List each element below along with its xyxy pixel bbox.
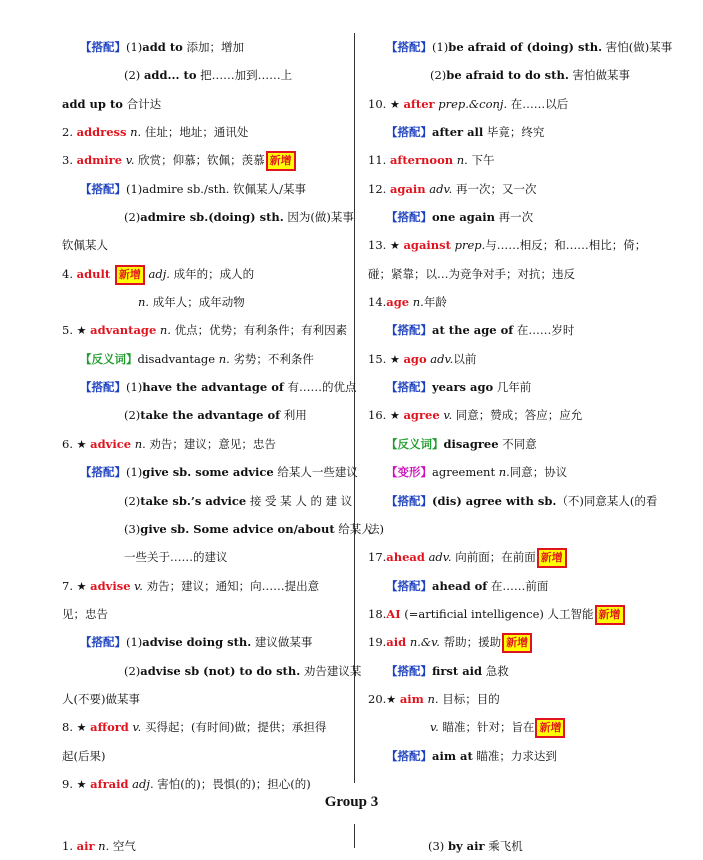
entry-text: take sb.’s advice xyxy=(140,493,247,508)
entry-text: 买得起；(有时间)做；提供；承担得 xyxy=(141,720,327,735)
entry-text: prep. xyxy=(450,238,486,253)
headword: after xyxy=(403,96,435,111)
entry-text: 给某人一些建议 xyxy=(273,465,358,480)
entry-phrase: by air xyxy=(447,839,485,853)
entry-text: add to xyxy=(142,40,183,54)
entry-text: (3) xyxy=(124,521,141,536)
entry-number: 1. xyxy=(62,839,77,853)
headword: admire xyxy=(76,153,123,168)
star-icon: ★ xyxy=(76,324,87,338)
entry-line xyxy=(368,33,673,61)
headword: aid xyxy=(386,635,407,650)
entry-text: be afraid of (doing) sth. xyxy=(448,40,603,54)
entry-text: 在……前面 xyxy=(487,578,549,593)
star-icon: ★ xyxy=(76,721,87,735)
new-badge: 新增 xyxy=(266,151,296,171)
entry-tag: 【搭配】 xyxy=(386,40,432,54)
entry-text: 同意；协议 xyxy=(509,465,568,480)
entry-text: adv. xyxy=(425,181,453,196)
entry-tag: 【搭配】 xyxy=(386,380,432,395)
headword: again xyxy=(389,181,426,196)
entry-text: agreement xyxy=(432,465,499,480)
headword: age xyxy=(386,295,410,310)
entry-text: disagree xyxy=(443,436,499,451)
entry-text: (dis) agree with sb. xyxy=(432,493,557,508)
entry-text: adj. xyxy=(144,266,170,281)
entry-text: (2) xyxy=(124,68,144,83)
entry-tag: 【搭配】 xyxy=(386,493,432,508)
entry-line xyxy=(62,600,344,628)
new-badge: 新增 xyxy=(502,633,532,653)
entry-text: 给某人 xyxy=(334,521,373,536)
entry-text: add up to xyxy=(62,96,123,111)
entry-text: 急救 xyxy=(482,663,509,678)
entry-line xyxy=(62,288,344,316)
headword: afraid xyxy=(90,776,129,791)
new-badge: 新增 xyxy=(595,605,625,625)
entry-text: 帮助；援助 xyxy=(439,635,502,650)
entry-pos: n. xyxy=(94,839,110,853)
entry-text: 利用 xyxy=(280,408,307,423)
entry-tag: 【变形】 xyxy=(386,465,432,480)
entry-meaning: 空气 xyxy=(109,839,136,853)
entry-line xyxy=(62,657,362,685)
bottom-left-entry xyxy=(62,832,136,860)
headword: advantage xyxy=(90,323,157,338)
entry-text: be afraid to do sth. xyxy=(446,68,569,83)
entry-text: 害怕(做)某事 xyxy=(602,40,673,54)
entry-text: 再一次 xyxy=(495,210,534,225)
entry-text: 碰；紧靠；以…为竞争对手；对抗；违反 xyxy=(368,266,575,281)
entry-text: n. xyxy=(138,295,150,310)
entry-text: give sb. some advice xyxy=(142,465,274,480)
entry-text: (2) xyxy=(124,210,141,225)
entry-text: v. xyxy=(130,578,143,593)
headword: afford xyxy=(90,720,129,735)
new-badge: 新增 xyxy=(535,718,565,738)
entry-line xyxy=(368,713,650,741)
group-title: Group 3 xyxy=(324,794,379,810)
entry-text: 8. xyxy=(62,720,77,735)
entry-line xyxy=(368,742,650,770)
entry-text: 以前 xyxy=(453,351,477,366)
entry-text: 见；忠告 xyxy=(62,606,108,621)
entry-line xyxy=(62,458,358,486)
entry-text: n. xyxy=(423,691,439,706)
entry-text: 17. xyxy=(368,550,387,565)
entry-text: 16. xyxy=(368,408,390,423)
entry-line xyxy=(368,231,650,259)
entry-line xyxy=(62,487,353,515)
entry-text: （不)同意某人(的看 xyxy=(556,493,658,508)
entry-text: 劝告；建议；通知；向……提出意 xyxy=(142,578,320,593)
entry-text: 人(不要)做某事 xyxy=(62,691,140,706)
entry-text: one again xyxy=(432,210,496,225)
entry-text: 5. xyxy=(62,323,77,338)
entry-text: 瞄准；针对；旨在 xyxy=(438,720,535,735)
entry-line xyxy=(368,543,650,571)
headword: advice xyxy=(90,436,132,451)
entry-text: 劝告；建议；意见；忠告 xyxy=(145,436,276,451)
entry-text: years ago xyxy=(432,380,494,395)
entry-text: prep.&conj. xyxy=(434,96,508,111)
entry-line xyxy=(62,628,344,656)
headword: address xyxy=(76,125,127,140)
entry-text: 向前面；在前面 xyxy=(451,550,536,565)
entry-text: 起(后果) xyxy=(62,748,106,763)
right-column xyxy=(368,33,673,770)
entry-text: 在……以后 xyxy=(507,96,569,111)
entry-tag: 【搭配】 xyxy=(386,748,432,763)
entry-text: n. xyxy=(218,351,230,366)
entry-line xyxy=(62,90,344,118)
entry-text: 害怕(的)；畏惧(的)；担心(的) xyxy=(153,776,311,791)
entry-line xyxy=(368,260,650,288)
star-icon: ★ xyxy=(76,777,87,791)
entry-text: 同意；赞成；答应；应允 xyxy=(452,408,583,423)
entry-text: 法) xyxy=(368,521,384,536)
entry-text: 13. xyxy=(368,238,390,253)
entry-text: n. xyxy=(131,436,146,451)
entry-text: (1) xyxy=(432,40,449,54)
entry-text: advise sb (not) to do sth. xyxy=(140,663,301,678)
headword: aim xyxy=(399,691,424,706)
entry-tag: 【搭配】 xyxy=(80,181,126,196)
entry-text: 住址；地址；通讯处 xyxy=(141,125,249,140)
entry-text: 20. xyxy=(368,691,387,706)
entry-text: (1) xyxy=(126,465,143,480)
entry-line xyxy=(62,430,344,458)
entry-text: 因为(做)某事 xyxy=(283,210,354,225)
entry-text: (=artificial intelligence) 人工智能 xyxy=(400,606,594,621)
entry-word: air xyxy=(76,839,95,853)
entry-text: adj. xyxy=(128,776,154,791)
entry-text: 优点；优势；有利条件；有利因素 xyxy=(171,323,348,338)
entry-line xyxy=(62,203,354,231)
entry-text: 不同意 xyxy=(498,436,537,451)
entry-text: give sb. Some advice on/about xyxy=(140,521,335,536)
entry-text: ahead of xyxy=(432,578,488,593)
entry-tag: 【搭配】 xyxy=(386,578,432,593)
star-icon: ★ xyxy=(389,97,400,111)
entry-line xyxy=(62,61,344,89)
entry-text: 钦佩某人 xyxy=(62,238,108,253)
entry-text: n. xyxy=(409,295,424,310)
entry-text: adv. xyxy=(426,351,454,366)
entry-text: v. xyxy=(430,720,439,735)
entry-text: 把……加到……上 xyxy=(196,68,293,83)
entry-line xyxy=(62,231,344,259)
entry-text: 在……岁时 xyxy=(513,323,575,338)
entry-line xyxy=(368,203,650,231)
entry-text: add... to xyxy=(143,68,197,83)
entry-text: 4. xyxy=(62,266,77,281)
entry-prefix: (3) xyxy=(428,839,448,853)
entry-tag: 【搭配】 xyxy=(386,323,432,338)
entry-text: 毕竟；终究 xyxy=(483,125,545,140)
entry-text: 18. xyxy=(368,606,387,621)
entry-line xyxy=(368,373,650,401)
entry-tag: 【搭配】 xyxy=(80,40,126,54)
headword: ahead xyxy=(386,550,425,565)
entry-text: v. xyxy=(128,720,142,735)
entry-text: 14. xyxy=(368,295,387,310)
entry-text: n. xyxy=(126,125,142,140)
entry-text: aim at xyxy=(432,748,473,763)
entry-text: 害怕做某事 xyxy=(568,68,630,83)
entry-text: 10. xyxy=(368,96,390,111)
entry-text: n.&v. xyxy=(406,635,440,650)
entry-text: 6. xyxy=(62,436,77,451)
entry-line xyxy=(62,345,344,373)
entry-line xyxy=(62,515,373,543)
entry-text: advise doing sth. xyxy=(142,635,252,650)
bottom-right-entry xyxy=(428,832,523,860)
headword: AI xyxy=(386,606,401,621)
entry-text: at the age of xyxy=(432,323,514,338)
entry-line xyxy=(62,742,344,770)
star-icon: ★ xyxy=(386,692,397,706)
entry-text: 再一次；又一次 xyxy=(452,181,537,196)
entry-line xyxy=(368,288,650,316)
entry-line xyxy=(368,175,650,203)
entry-tag: 【反义词】 xyxy=(80,351,138,366)
entry-line xyxy=(368,600,650,628)
new-badge: 新增 xyxy=(115,265,145,285)
entry-text: adv. xyxy=(424,550,452,565)
entry-text: 几年前 xyxy=(493,380,532,395)
entry-text xyxy=(110,267,114,281)
column-divider-bottom xyxy=(354,824,355,848)
entry-line xyxy=(62,146,344,174)
entry-text: 劝告建议某 xyxy=(300,663,362,678)
entry-text: 12. xyxy=(368,181,390,196)
entry-line xyxy=(62,118,344,146)
entry-line xyxy=(62,713,344,741)
entry-text: (1) xyxy=(126,380,143,395)
entry-text: (1) xyxy=(126,40,143,54)
entry-line xyxy=(368,657,650,685)
entry-line xyxy=(368,61,650,89)
entry-text: n. xyxy=(156,323,171,338)
entry-text: 接 受 某 人 的 建 议 xyxy=(246,493,353,508)
entry-line xyxy=(62,373,357,401)
entry-tag: 【搭配】 xyxy=(386,125,432,140)
headword: advise xyxy=(90,578,131,593)
headword: agree xyxy=(403,408,440,423)
entry-text: have the advantage of xyxy=(142,380,284,395)
entry-tag: 【搭配】 xyxy=(80,380,126,395)
entry-text: disadvantage xyxy=(137,351,219,366)
entry-text: first aid xyxy=(432,663,483,678)
entry-text: 3. xyxy=(62,153,77,168)
entry-line xyxy=(62,572,344,600)
headword: against xyxy=(403,238,451,253)
entry-line xyxy=(368,316,650,344)
new-badge: 新增 xyxy=(537,548,567,568)
entry-text: (2) xyxy=(124,493,141,508)
star-icon: ★ xyxy=(389,409,400,423)
entry-text: (2) xyxy=(124,408,141,423)
left-column xyxy=(62,33,373,798)
entry-text: admire sb.(doing) sth. xyxy=(140,210,284,225)
headword: afternoon xyxy=(389,153,454,168)
entry-text: 成年人；成年动物 xyxy=(149,295,245,310)
entry-text: v. xyxy=(122,153,135,168)
entry-tag: 【反义词】 xyxy=(386,436,444,451)
star-icon: ★ xyxy=(76,579,87,593)
entry-tag: 【搭配】 xyxy=(386,210,432,225)
entry-text: after all xyxy=(432,125,484,140)
entry-text: 9. xyxy=(62,776,77,791)
entry-tag: 【搭配】 xyxy=(386,663,432,678)
entry-text: 与……相反；和……相比；倚； xyxy=(485,238,647,253)
entry-text: 11. xyxy=(368,153,390,168)
entry-text: 2. xyxy=(62,125,77,140)
entry-text: n. xyxy=(498,465,510,480)
entry-line xyxy=(368,515,650,543)
entry-text: 目标；目的 xyxy=(438,691,500,706)
entry-text: 劣势；不利条件 xyxy=(229,351,314,366)
entry-line xyxy=(368,458,650,486)
entry-text: take the advantage of xyxy=(140,408,281,423)
entry-text: 瞄准；力求达到 xyxy=(472,748,557,763)
entry-line xyxy=(368,146,650,174)
entry-tag: 【搭配】 xyxy=(80,465,126,480)
entry-line xyxy=(368,487,658,515)
entry-line xyxy=(368,90,650,118)
entry-text: 成年的；成人的 xyxy=(169,266,255,281)
entry-line xyxy=(62,33,344,61)
star-icon: ★ xyxy=(389,352,400,366)
star-icon: ★ xyxy=(76,437,87,451)
entry-tag: 【搭配】 xyxy=(80,635,126,650)
entry-line xyxy=(368,401,650,429)
entry-line xyxy=(62,401,344,429)
entry-line xyxy=(62,260,344,288)
entry-text: 年龄 xyxy=(423,295,447,310)
entry-text: 合计达 xyxy=(122,96,162,111)
entry-text: (2) xyxy=(430,68,447,83)
entry-text: 一些关于……的建议 xyxy=(124,550,228,565)
entry-text: 下午 xyxy=(467,153,495,168)
entry-line xyxy=(62,175,344,203)
entry-line xyxy=(368,572,650,600)
entry-meaning: 乘飞机 xyxy=(484,839,523,853)
entry-text: (1)admire sb./sth. 钦佩某人/某事 xyxy=(126,181,306,196)
entry-line xyxy=(368,685,650,713)
entry-text: 欣赏；仰慕；钦佩；羡慕 xyxy=(134,153,265,168)
entry-line xyxy=(368,430,650,458)
entry-text: 有……的优点 xyxy=(283,380,357,395)
entry-line xyxy=(62,543,344,571)
entry-text: 15. xyxy=(368,351,390,366)
entry-line xyxy=(62,316,348,344)
entry-line xyxy=(62,685,344,713)
entry-text: 19. xyxy=(368,635,387,650)
entry-text: (2) xyxy=(124,663,141,678)
entry-line xyxy=(368,118,650,146)
headword: adult xyxy=(76,266,111,281)
entry-text: 建议做某事 xyxy=(251,635,313,650)
entry-text: n. xyxy=(453,153,468,168)
entry-text: 7. xyxy=(62,578,77,593)
headword: ago xyxy=(403,351,427,366)
entry-text: 添加；增加 xyxy=(182,40,244,54)
entry-line xyxy=(368,628,650,656)
entry-line xyxy=(368,345,650,373)
star-icon: ★ xyxy=(389,239,400,253)
entry-text: (1) xyxy=(126,635,143,650)
entry-text: v. xyxy=(439,408,453,423)
